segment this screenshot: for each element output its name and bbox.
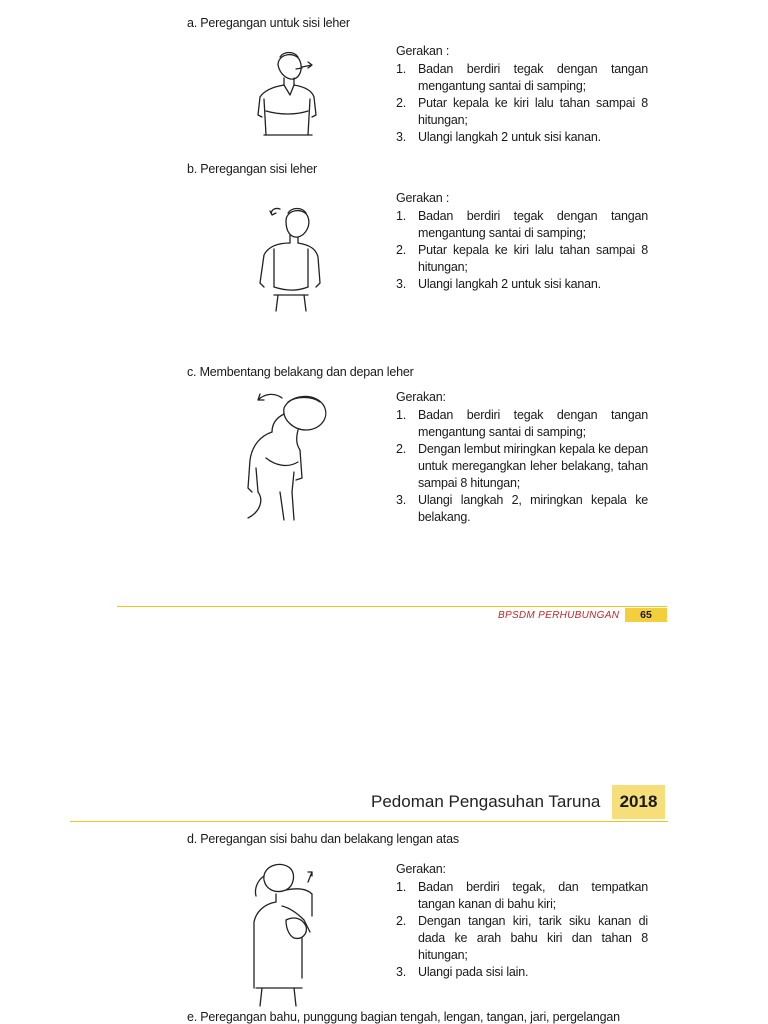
header-rule	[70, 821, 668, 822]
section-c-title: c. Membentang belakang dan depan leher	[187, 365, 414, 379]
neck-front-back-figure-icon	[236, 388, 336, 522]
step-item: 1. Badan berdiri tegak, dan tempatkan tangan kanan di bahu kiri;	[396, 880, 648, 911]
steps-heading: Gerakan:	[396, 390, 446, 404]
section-d-steps	[396, 861, 648, 981]
step-item: 3. Ulangi langkah 2, miringkan kepala ke belakang.	[396, 493, 648, 524]
page-header-year: 2018	[612, 785, 665, 819]
step-item: 2. Dengan tangan kiri, tarik siku kanan di dada ke arah bahu kiri dan tahan 8 hitungan;	[396, 914, 648, 962]
steps-heading: Gerakan :	[396, 191, 450, 205]
neck-tilt-figure-icon	[250, 203, 330, 315]
step-item: 2. Putar kepala ke kiri lalu tahan sampai 8 hitungan;	[396, 243, 648, 274]
step-item: 1. Badan berdiri tegak dengan tangan mengantung santai di samping;	[396, 62, 648, 93]
step-item: 1. Badan berdiri tegak dengan tangan mengantung santai di samping;	[396, 209, 648, 240]
section-a-steps	[396, 43, 648, 146]
neck-rotation-figure-icon	[250, 45, 330, 145]
footer-rule	[117, 606, 667, 607]
step-item: 1. Badan berdiri tegak dengan tangan mengantung santai di samping;	[396, 408, 648, 439]
steps-heading: Gerakan:	[396, 862, 446, 876]
step-item: 2. Putar kepala ke kiri lalu tahan sampai 8 hitungan;	[396, 96, 648, 127]
section-d-title: d. Peregangan sisi bahu dan belakang lengan atas	[187, 832, 459, 846]
step-item: 3. Ulangi langkah 2 untuk sisi kanan.	[396, 130, 601, 144]
section-b-steps	[396, 190, 648, 293]
step-item: 3. Ulangi pada sisi lain.	[396, 965, 529, 979]
page-header-title: Pedoman Pengasuhan Taruna	[371, 792, 601, 811]
footer-org: BPSDM PERHUBUNGAN	[498, 610, 620, 621]
step-item: 3. Ulangi langkah 2 untuk sisi kanan.	[396, 277, 601, 291]
page-number: 65	[625, 608, 667, 622]
section-b-title: b. Peregangan sisi leher	[187, 162, 318, 176]
section-a-title: a. Peregangan untuk sisi leher	[187, 16, 350, 30]
section-e-title: e. Peregangan bahu, punggung bagian tengah, lengan, tangan, jari, pergelangan	[187, 1010, 620, 1024]
shoulder-stretch-figure-icon	[246, 858, 330, 1008]
steps-heading: Gerakan :	[396, 44, 450, 58]
step-item: 2. Dengan lembut miringkan kepala ke depan untuk meregangkan leher belakang, tahan sampai 8 hitungan;	[396, 442, 648, 490]
section-c-steps	[396, 389, 648, 526]
